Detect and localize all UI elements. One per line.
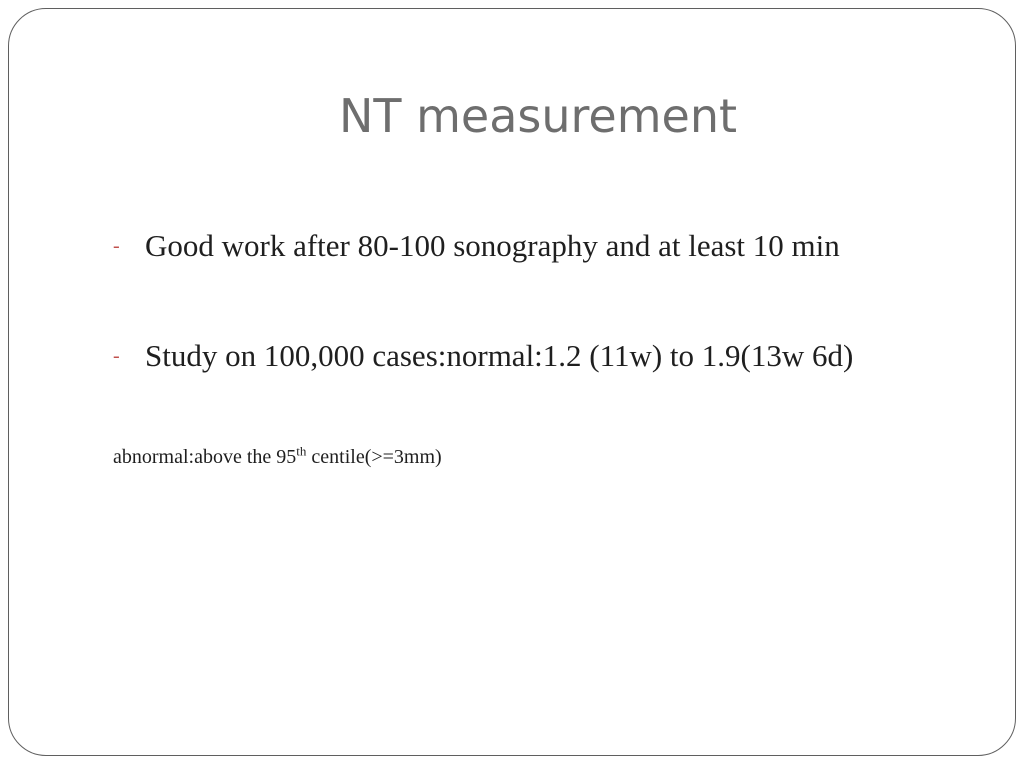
bullet-text-study: Study on 100,000 cases:normal:1.2 (11w) to 1.9(13w 6d) [145, 338, 854, 373]
bullet-list [113, 222, 953, 380]
bullet-marker: - [113, 235, 120, 257]
abnormal-threshold-note [113, 442, 442, 472]
bullet-item-training [113, 222, 953, 270]
bullet-marker: - [113, 345, 120, 367]
note-superscript: th [296, 443, 307, 459]
slide-title: NT measurement [338, 89, 738, 143]
bullet-item-study [113, 332, 953, 380]
note-prefix: abnormal:above the 95 [113, 446, 297, 468]
bullet-text-training: Good work after 80-100 sonography and at least 10 min [145, 228, 840, 263]
note-suffix: centile(>=3mm) [306, 446, 442, 468]
